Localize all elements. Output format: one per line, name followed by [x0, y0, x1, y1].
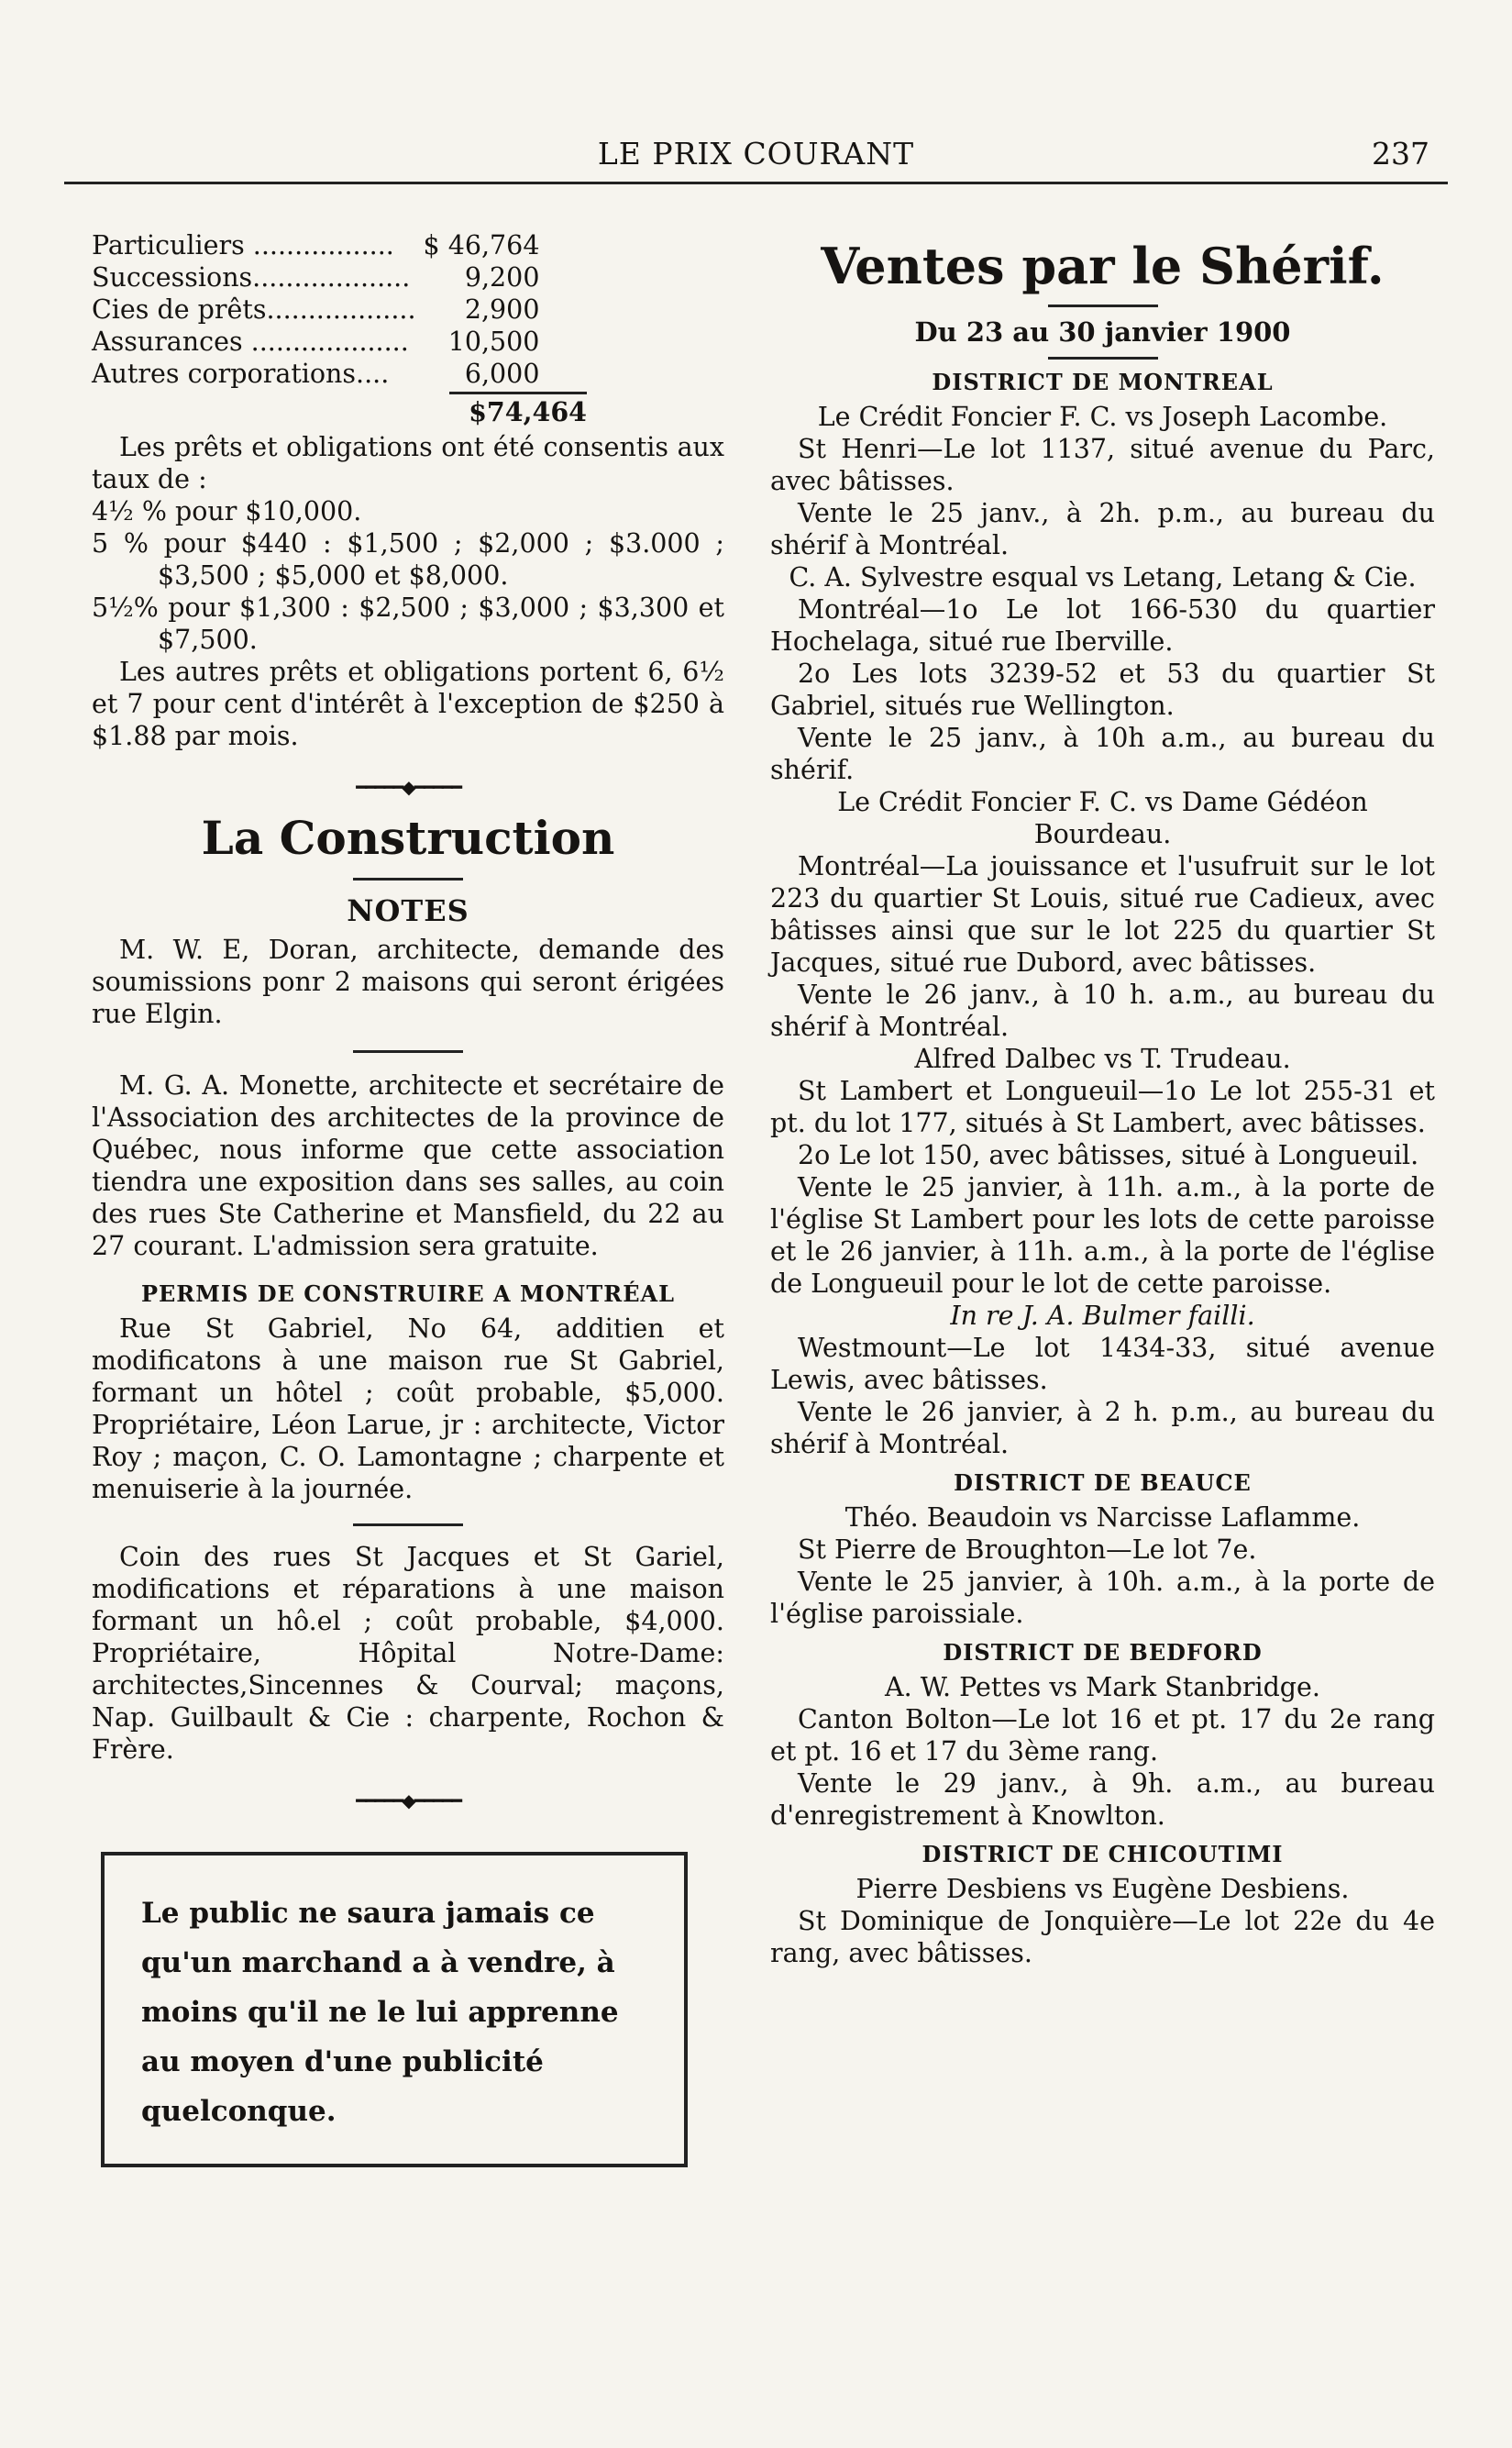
account-label: Autres corporations....	[92, 359, 390, 389]
divider	[353, 1050, 463, 1053]
account-label: Cies de prêts..................	[92, 294, 416, 325]
district-heading: DISTRICT DE BEDFORD	[943, 1639, 1263, 1666]
case-sale: Vente le 25 janv., à 2h. p.m., au bureau du shérif à Montréal.	[770, 498, 1435, 560]
account-amount: 2,900	[464, 294, 540, 325]
advertisement-text: Le public ne saura jamais ce qu'un marchand a à vendre, à moins qu'il ne le lui apprenne au moyen d'une publicité quelconque.	[141, 1897, 619, 2128]
case-description: St Henri—Le lot 1137, situé avenue du Parc, avec bâtisses.	[770, 434, 1435, 496]
district-heading: DISTRICT DE BEAUCE	[954, 1469, 1252, 1496]
case-sale: Vente le 25 janvier, à 10h. a.m., à la porte de l'église paroissiale.	[770, 1567, 1435, 1629]
case-description: 2o Les lots 3239-52 et 53 du quartier St Gabriel, situés rue Wellington.	[770, 659, 1435, 721]
divider	[353, 1523, 463, 1526]
case-sale: Vente le 25 janv., à 10h a.m., au bureau du shérif.	[770, 723, 1435, 785]
case-sale: Vente le 29 janv., à 9h. a.m., au bureau d'enregistrement à Knowlton.	[770, 1768, 1435, 1831]
case-description: Montréal—La jouissance et l'usufruit sur le lot 223 du quartier St Louis, situé rue Cadieux, avec bâtisses ainsi que sur le lot 225 du quartier St Jacques, situé rue Dubord, avec bâtisses.	[770, 851, 1435, 978]
rate-line: 5 % pour $440 : $1,500 ; $2,000 ; $3.000 ; $3,500 ; $5,000 et $8,000.	[92, 528, 724, 591]
case-sale: Vente le 26 janvier, à 2 h. p.m., au bureau du shérif à Montréal.	[770, 1397, 1435, 1459]
loans-outro: Les autres prêts et obligations portent 6, 6½ et 7 pour cent d'intérêt à l'exception de $250 à $1.88 par mois.	[92, 657, 724, 751]
rate-line: 4½ % pour $10,000.	[92, 496, 362, 526]
table-row	[92, 358, 539, 390]
rate-line: 5½% pour $1,300 : $2,500 ; $3,000 ; $3,300 et $7,500.	[92, 593, 724, 655]
table-row	[92, 294, 539, 326]
case-description: 2o Le lot 150, avec bâtisses, situé à Longueuil.	[798, 1140, 1419, 1170]
account-amount: 10,500	[447, 327, 540, 357]
case-description: St Lambert et Longueuil—1o Le lot 255-31 et pt. du lot 177, situés à St Lambert, avec bâtisses.	[770, 1076, 1435, 1138]
case-parties: Alfred Dalbec vs T. Trudeau.	[914, 1044, 1291, 1074]
case-sale: Vente le 25 janvier, à 11h. a.m., à la porte de l'église St Lambert pour les lots de cette paroisse et le 26 janvier, à 11h. a.m., à la porte de l'église de Longueuil pour le lot de cette paroisse.	[770, 1172, 1435, 1299]
permit-paragraph: Rue St Gabriel, No 64, additien et modificatons à une maison rue St Gabriel, formant un hôtel ; coût probable, $5,000. Propriétaire, Léon Larue, jr : architecte, Victor Roy ; maçon, C. O. Lamontagne ; charpente et menuiserie à la journée.	[92, 1313, 724, 1504]
case-parties: Le Crédit Foncier F. C. vs Joseph Lacombe.	[817, 402, 1388, 432]
section-title: Ventes par le Shérif.	[821, 237, 1385, 295]
case-parties: Pierre Desbiens vs Eugène Desbiens.	[855, 1874, 1350, 1904]
case-parties: C. A. Sylvestre esqual vs Letang, Letang & Cie.	[789, 562, 1417, 593]
case-description: St Pierre de Broughton—Le lot 7e.	[798, 1534, 1257, 1565]
case-parties: A. W. Pettes vs Mark Stanbridge.	[885, 1672, 1320, 1702]
advertisement-box	[101, 1852, 688, 2167]
note-paragraph: M. W. E, Doran, architecte, demande des soumissions ponr 2 maisons qui seront érigées rue Elgin.	[92, 935, 724, 1029]
case-description: Canton Bolton—Le lot 16 et pt. 17 du 2e rang et pt. 16 et 17 du 3ème rang.	[770, 1704, 1435, 1767]
account-label: Assurances ...................	[92, 327, 409, 357]
case-sale: Vente le 26 janv., à 10 h. a.m., au bureau du shérif à Montréal.	[770, 980, 1435, 1042]
case-description: Westmount—Le lot 1434-33, situé avenue Lewis, avec bâtisses.	[770, 1333, 1435, 1395]
case-description: Montréal—1o Le lot 166-530 du quartier Hochelaga, situé rue Iberville.	[770, 594, 1435, 657]
account-amount: 6,000	[464, 359, 540, 389]
divider	[353, 878, 463, 881]
divider	[1048, 357, 1158, 360]
loans-intro: Les prêts et obligations ont été consentis aux taux de :	[92, 432, 724, 494]
case-parties: Le Crédit Foncier F. C. vs Dame Gédéon Bourdeau.	[837, 787, 1368, 849]
table-row	[92, 261, 539, 294]
accounts-total-value: $74,464	[449, 392, 587, 427]
page-number: 237	[1372, 136, 1429, 172]
accounts-table	[92, 229, 539, 390]
section-title: La Construction	[201, 811, 615, 865]
divider-ornament: ━━━━━◆━━━━━	[356, 776, 460, 798]
district-heading: DISTRICT DE MONTREAL	[932, 369, 1274, 395]
journal-title: LE PRIX COURANT	[597, 136, 915, 172]
account-label: Particuliers .................	[92, 230, 394, 260]
district-heading: DISTRICT DE CHICOUTIMI	[922, 1841, 1284, 1867]
account-amount: 9,200	[464, 262, 540, 293]
case-parties: In re J. A. Bulmer failli.	[950, 1301, 1255, 1331]
notes-heading: NOTES	[347, 893, 469, 928]
table-row	[92, 326, 539, 358]
accounts-total	[92, 392, 724, 427]
account-amount: $ 46,764	[423, 230, 540, 260]
account-label: Successions...................	[92, 262, 411, 293]
divider-ornament: ━━━━━◆━━━━━	[356, 1789, 460, 1811]
right-column	[770, 229, 1435, 1969]
permits-heading: PERMIS DE CONSTRUIRE A MONTRÉAL	[140, 1280, 676, 1307]
date-range: Du 23 au 30 janvier 1900	[914, 316, 1291, 348]
permit-paragraph: Coin des rues St Jacques et St Gariel, modifications et réparations à une maison formant un hô.el ; coût probable, $4,000. Propriétaire, Hôpital Notre-Dame: architectes,Sincennes & Courval; maçons, Nap. Guilbault & Cie : charpente, Rochon & Frère.	[92, 1542, 724, 1765]
table-row	[92, 229, 539, 261]
note-paragraph: M. G. A. Monette, architecte et secrétaire de l'Association des architectes de la province de Québec, nous informe que cette association tiendra une exposition dans ses salles, au coin des rues Ste Catherine et Mansfield, du 22 au 27 courant. L'admission sera gratuite.	[92, 1070, 724, 1261]
case-parties: Théo. Beaudoin vs Narcisse Laflamme.	[844, 1502, 1361, 1533]
divider	[1048, 305, 1158, 307]
left-column	[92, 229, 724, 2167]
page-header	[64, 136, 1448, 184]
case-description: St Dominique de Jonquière—Le lot 22e du 4e rang, avec bâtisses.	[770, 1906, 1435, 1968]
